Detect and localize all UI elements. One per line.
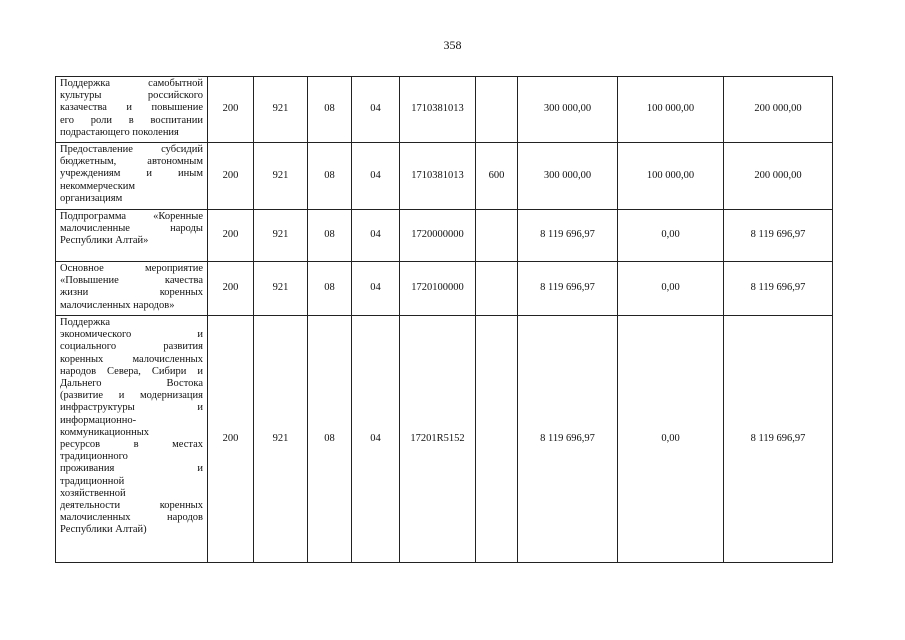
expense-type-cell (476, 316, 518, 563)
item-name-line: Поддержка (60, 317, 110, 328)
grbs-cell: 200 (208, 143, 254, 210)
item-name-line: традиционного (60, 451, 128, 463)
total-amount-cell: 8 119 696,97 (518, 262, 618, 316)
total-amount-cell: 300 000,00 (518, 77, 618, 143)
item-name-line: Предоставление субсидий (60, 144, 203, 155)
item-name-line: экономического и (60, 329, 203, 341)
item-name-line: организациям (60, 192, 123, 204)
item-name-line: хозяйственной (60, 487, 126, 499)
grbs-cell: 200 (208, 77, 254, 143)
item-name-line: традиционной (60, 475, 125, 487)
item-name-line: информационно- (60, 414, 137, 426)
item-name-line: Поддержка самобытной (60, 78, 203, 89)
code-cell: 921 (254, 143, 308, 210)
amount-3-cell: 8 119 696,97 (724, 262, 833, 316)
table-row (56, 262, 833, 316)
item-name-line: (развитие и модернизация (60, 390, 203, 402)
grbs-cell: 200 (208, 210, 254, 262)
grbs-cell: 200 (208, 316, 254, 563)
item-name-line: Республики Алтай) (60, 524, 147, 536)
item-name-line: Республики Алтай» (60, 235, 149, 247)
item-name-line: Дальнего Востока (60, 378, 203, 390)
total-amount-cell: 300 000,00 (518, 143, 618, 210)
subsection-cell: 04 (352, 262, 400, 316)
item-name-cell (56, 143, 208, 210)
item-name-cell (56, 77, 208, 143)
item-name-line: народов Севера, Сибири и (60, 365, 203, 377)
target-article-cell: 1720100000 (400, 262, 476, 316)
code-cell: 921 (254, 316, 308, 563)
amount-2-cell: 100 000,00 (618, 77, 724, 143)
table-row (56, 77, 833, 143)
item-name-line: малочисленные народы (60, 223, 203, 235)
total-amount-cell: 8 119 696,97 (518, 210, 618, 262)
amount-3-cell: 8 119 696,97 (724, 316, 833, 563)
item-name-line: коммуникационных (60, 426, 150, 438)
item-name-line: подрастающего поколения (60, 126, 179, 138)
code-cell: 921 (254, 262, 308, 316)
target-article-cell: 17201R5152 (400, 316, 476, 563)
total-amount-cell: 8 119 696,97 (518, 316, 618, 563)
item-name-line: Подпрограмма «Коренные (60, 211, 203, 222)
page-number: 358 (443, 38, 462, 52)
section-cell: 08 (308, 210, 352, 262)
item-name-cell (56, 262, 208, 316)
item-name-line: малочисленных народов» (60, 299, 175, 311)
section-cell: 08 (308, 143, 352, 210)
expense-type-cell (476, 210, 518, 262)
item-name-line: ресурсов в местах (60, 439, 203, 451)
section-cell: 08 (308, 316, 352, 563)
amount-2-cell: 0,00 (618, 316, 724, 563)
subsection-cell: 04 (352, 316, 400, 563)
item-name-line: социального развития (60, 341, 203, 353)
expense-type-cell: 600 (476, 143, 518, 210)
section-cell: 08 (308, 262, 352, 316)
item-name-cell (56, 316, 208, 563)
item-name-line: учреждениям и иным (60, 168, 203, 180)
item-name-line: культуры российского (60, 90, 203, 102)
item-name-line: инфраструктуры и (60, 402, 203, 414)
expense-type-cell (476, 262, 518, 316)
item-name-cell (56, 210, 208, 262)
subsection-cell: 04 (352, 77, 400, 143)
expense-type-cell (476, 77, 518, 143)
amount-3-cell: 200 000,00 (724, 77, 833, 143)
amount-2-cell: 100 000,00 (618, 143, 724, 210)
item-name-line: казачества и повышение (60, 102, 203, 114)
item-name-line: «Повышение качества (60, 275, 203, 287)
amount-3-cell: 8 119 696,97 (724, 210, 833, 262)
target-article-cell: 1720000000 (400, 210, 476, 262)
item-name-line: проживания и (60, 463, 203, 475)
table-row (56, 316, 833, 563)
subsection-cell: 04 (352, 143, 400, 210)
item-name-line: некоммерческим (60, 180, 136, 192)
section-cell: 08 (308, 77, 352, 143)
code-cell: 921 (254, 77, 308, 143)
grbs-cell: 200 (208, 262, 254, 316)
table-body (56, 77, 833, 563)
item-name-line: коренных малочисленных (60, 353, 203, 365)
item-name-line: Основное мероприятие (60, 263, 203, 274)
amount-2-cell: 0,00 (618, 262, 724, 316)
amount-2-cell: 0,00 (618, 210, 724, 262)
amount-3-cell: 200 000,00 (724, 143, 833, 210)
table-row (56, 143, 833, 210)
item-name-line: жизни коренных (60, 287, 203, 299)
item-name-line: его роли в воспитании (60, 114, 203, 126)
target-article-cell: 1710381013 (400, 77, 476, 143)
item-name-line: деятельности коренных (60, 500, 203, 512)
target-article-cell: 1710381013 (400, 143, 476, 210)
subsection-cell: 04 (352, 210, 400, 262)
item-name-line: малочисленных народов (60, 512, 203, 524)
table-row (56, 210, 833, 262)
item-name-line: бюджетным, автономным (60, 156, 203, 168)
budget-table (55, 76, 833, 563)
code-cell: 921 (254, 210, 308, 262)
